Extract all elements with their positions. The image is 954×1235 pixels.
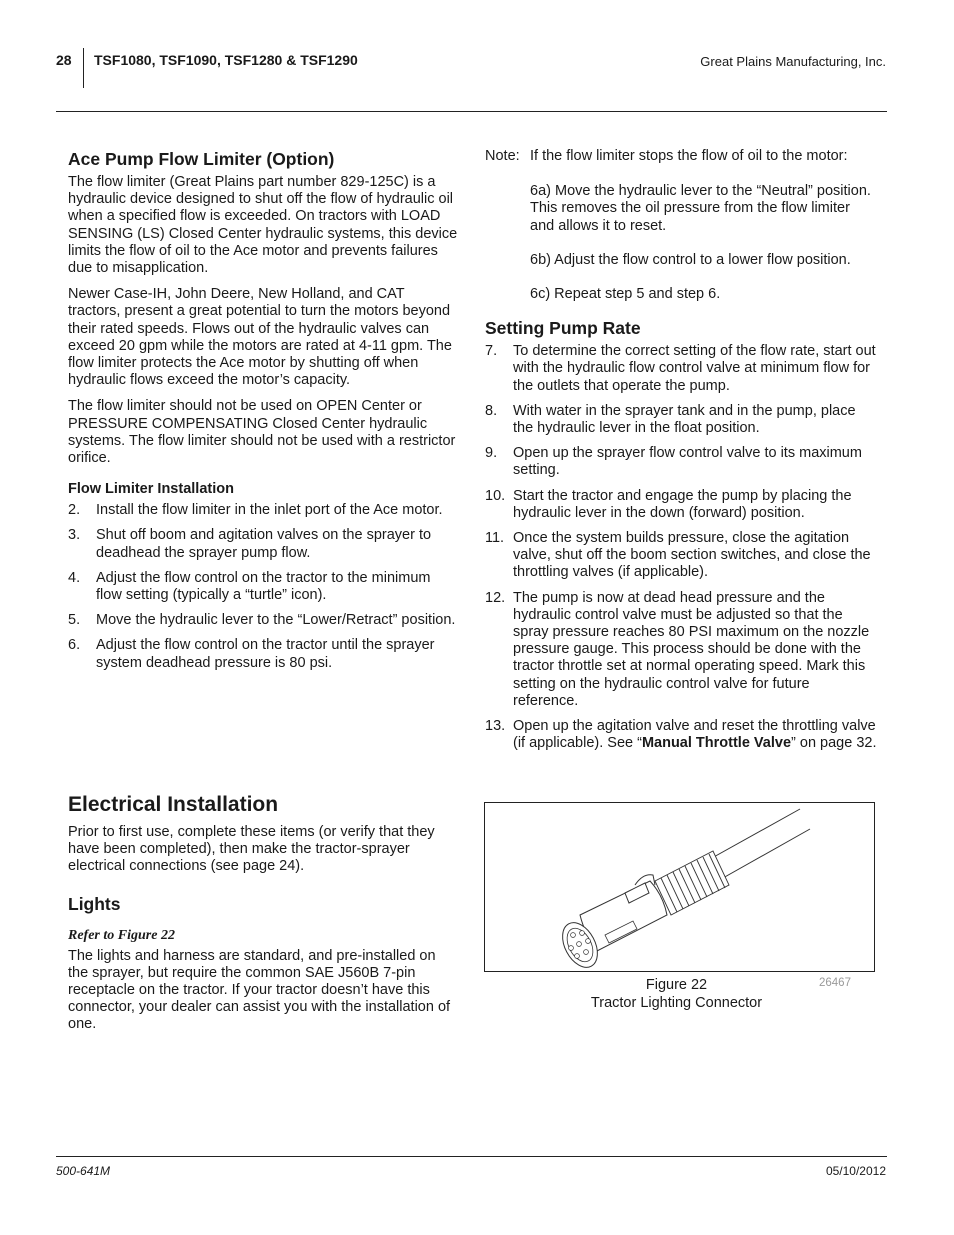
figure-label: Figure 22 bbox=[645, 977, 708, 993]
step-text-post: ” on page 32. bbox=[791, 735, 877, 752]
document-title: TSF1080, TSF1090, TSF1280 & TSF1290 bbox=[94, 52, 358, 68]
electrical-heading: Electrical Installation bbox=[68, 793, 279, 816]
pump-heading: Setting Pump Rate bbox=[485, 318, 641, 339]
ace-heading: Ace Pump Flow Limiter (Option) bbox=[68, 149, 335, 169]
list-item bbox=[68, 502, 458, 519]
list-item bbox=[485, 403, 877, 437]
lights-heading: Lights bbox=[68, 893, 121, 914]
list-item bbox=[485, 488, 877, 522]
list-item bbox=[485, 718, 877, 752]
note-step-6a: 6a) Move the hydraulic lever to the “Neutral” position. This removes the oil pressure from the flow limiter and allows it to reset. bbox=[530, 183, 871, 234]
step-text: Adjust the flow control on the tractor until the sprayer system deadhead pressure is 80 psi. bbox=[96, 637, 435, 671]
step-number: 8. bbox=[485, 402, 498, 419]
document-number: 500-641M bbox=[56, 1164, 111, 1178]
note-step-6b: 6b) Adjust the flow control to a lower flow position. bbox=[530, 251, 851, 268]
note bbox=[485, 148, 877, 165]
cross-reference: Manual Throttle Valve bbox=[641, 735, 792, 752]
step-number: 7. bbox=[485, 343, 498, 360]
step-number: 9. bbox=[485, 445, 498, 462]
step-number: 2. bbox=[68, 502, 81, 519]
lights-paragraph: The lights and harness are standard, and pre-installed on the sprayer, but require the common SAE J560B 7-pin receptacle on the tractor. If your tractor doesn’t have this connector, your dealer can assist you with the installation of one. bbox=[68, 947, 451, 1033]
figure-caption bbox=[484, 976, 869, 1012]
note-label: Note: bbox=[485, 148, 520, 164]
list-item bbox=[68, 637, 458, 671]
step-text: Once the system builds pressure, close the agitation valve, shut off the boom section switches, and close the throttling valves (if applicable). bbox=[513, 530, 871, 581]
list-item bbox=[68, 527, 458, 561]
pump-steps bbox=[485, 343, 877, 752]
list-item bbox=[485, 445, 877, 479]
page-number: 28 bbox=[56, 52, 72, 68]
step-text: Start the tractor and engage the pump by placing the hydraulic lever in the down (forward) position. bbox=[513, 487, 852, 521]
electrical-section bbox=[68, 792, 458, 1043]
list-item bbox=[485, 590, 877, 710]
figure-title: Tractor Lighting Connector bbox=[590, 995, 763, 1011]
list-item bbox=[68, 570, 458, 604]
header-divider bbox=[83, 48, 84, 88]
list-item bbox=[485, 530, 877, 582]
footer-rule bbox=[56, 1156, 887, 1157]
step-text: Adjust the flow control on the tractor to the minimum flow setting (typically a “turtle” icon). bbox=[96, 569, 431, 604]
step-text: Shut off boom and agitation valves on the sprayer to deadhead the sprayer pump flow. bbox=[96, 527, 432, 561]
step-number: 6. bbox=[68, 637, 81, 654]
ace-paragraph-1: The flow limiter (Great Plains part number 829-125C) is a hydraulic device designed to shut off the flow of hydraulic oil when a specified flow is exceeded. On tractors with LOAD SENSING (LS) Closed Center hydraulic systems, this device limits the flow of oil to the Ace motor and prevents failures due to misapplication. bbox=[68, 174, 458, 277]
step-text-pre: Open up the agitation valve and reset the throttling valve (if applicable). See “ bbox=[513, 718, 876, 752]
step-text: To determine the correct setting of the flow rate, start out with the hydraulic flow control valve at minimum flow for the outlets that operate the pump. bbox=[513, 343, 876, 394]
header-rule bbox=[56, 111, 887, 112]
ace-paragraph-2: Newer Case-IH, John Deere, New Holland, and CAT tractors, present a great potential to turn the motors beyond their rated speeds. Flows out of the hydraulic valves can exceed 20 gpm while the motors are rated at 4-11 gpm. The flow limiter protects the Ace motor by shutting off when hydraulic flows exceed the motor’s capacity. bbox=[68, 286, 452, 389]
right-column bbox=[485, 148, 877, 760]
note-text: If the flow limiter stops the flow of oil to the motor: bbox=[530, 148, 848, 164]
step-number: 3. bbox=[68, 527, 81, 544]
list-item bbox=[485, 343, 877, 395]
publication-date: 05/10/2012 bbox=[825, 1164, 886, 1178]
ace-paragraph-3: The flow limiter should not be used on OPEN Center or PRESSURE COMPENSATING Closed Center hydraulic systems. The flow limiter should not be used with a restrictor orifice. bbox=[68, 398, 456, 467]
step-number: 4. bbox=[68, 569, 81, 586]
figure-reference: Refer to Figure 22 bbox=[68, 927, 175, 943]
note-step-6c: 6c) Repeat step 5 and step 6. bbox=[530, 286, 721, 303]
install-steps bbox=[68, 502, 458, 672]
step-text: The pump is now at dead head pressure and the hydraulic control valve must be adjusted so that the spray pressure reaches 80 PSI maximum on the nozzle pressure gauge. This process should be done with the tractor throttle set at normal operating speed. Mark this setting on the hydraulic control valve for future reference. bbox=[513, 589, 870, 709]
step-number: 13. bbox=[485, 718, 506, 735]
step-text: Install the flow limiter in the inlet port of the Ace motor. bbox=[96, 502, 443, 519]
step-text: With water in the sprayer tank and in the pump, place the hydraulic lever in the float position. bbox=[513, 402, 856, 437]
install-heading: Flow Limiter Installation bbox=[68, 481, 234, 498]
electrical-paragraph: Prior to first use, complete these items (or verify that they have been completed), then make the tractor-sprayer electrical connections (see page 24). bbox=[68, 824, 435, 875]
step-number: 5. bbox=[68, 612, 81, 629]
lighting-connector-illustration bbox=[485, 803, 874, 971]
list-item bbox=[68, 612, 458, 629]
company-name: Great Plains Manufacturing, Inc. bbox=[700, 54, 886, 69]
step-text: Move the hydraulic lever to the “Lower/Retract” position. bbox=[96, 612, 456, 629]
step-number: 12. bbox=[485, 589, 506, 606]
step-number: 10. bbox=[485, 487, 506, 504]
step-number: 11. bbox=[485, 530, 505, 547]
step-text: Open up the sprayer flow control valve to its maximum setting. bbox=[513, 445, 862, 479]
figure-22 bbox=[484, 802, 875, 972]
left-column bbox=[68, 148, 458, 680]
art-number: 26467 bbox=[819, 977, 851, 989]
